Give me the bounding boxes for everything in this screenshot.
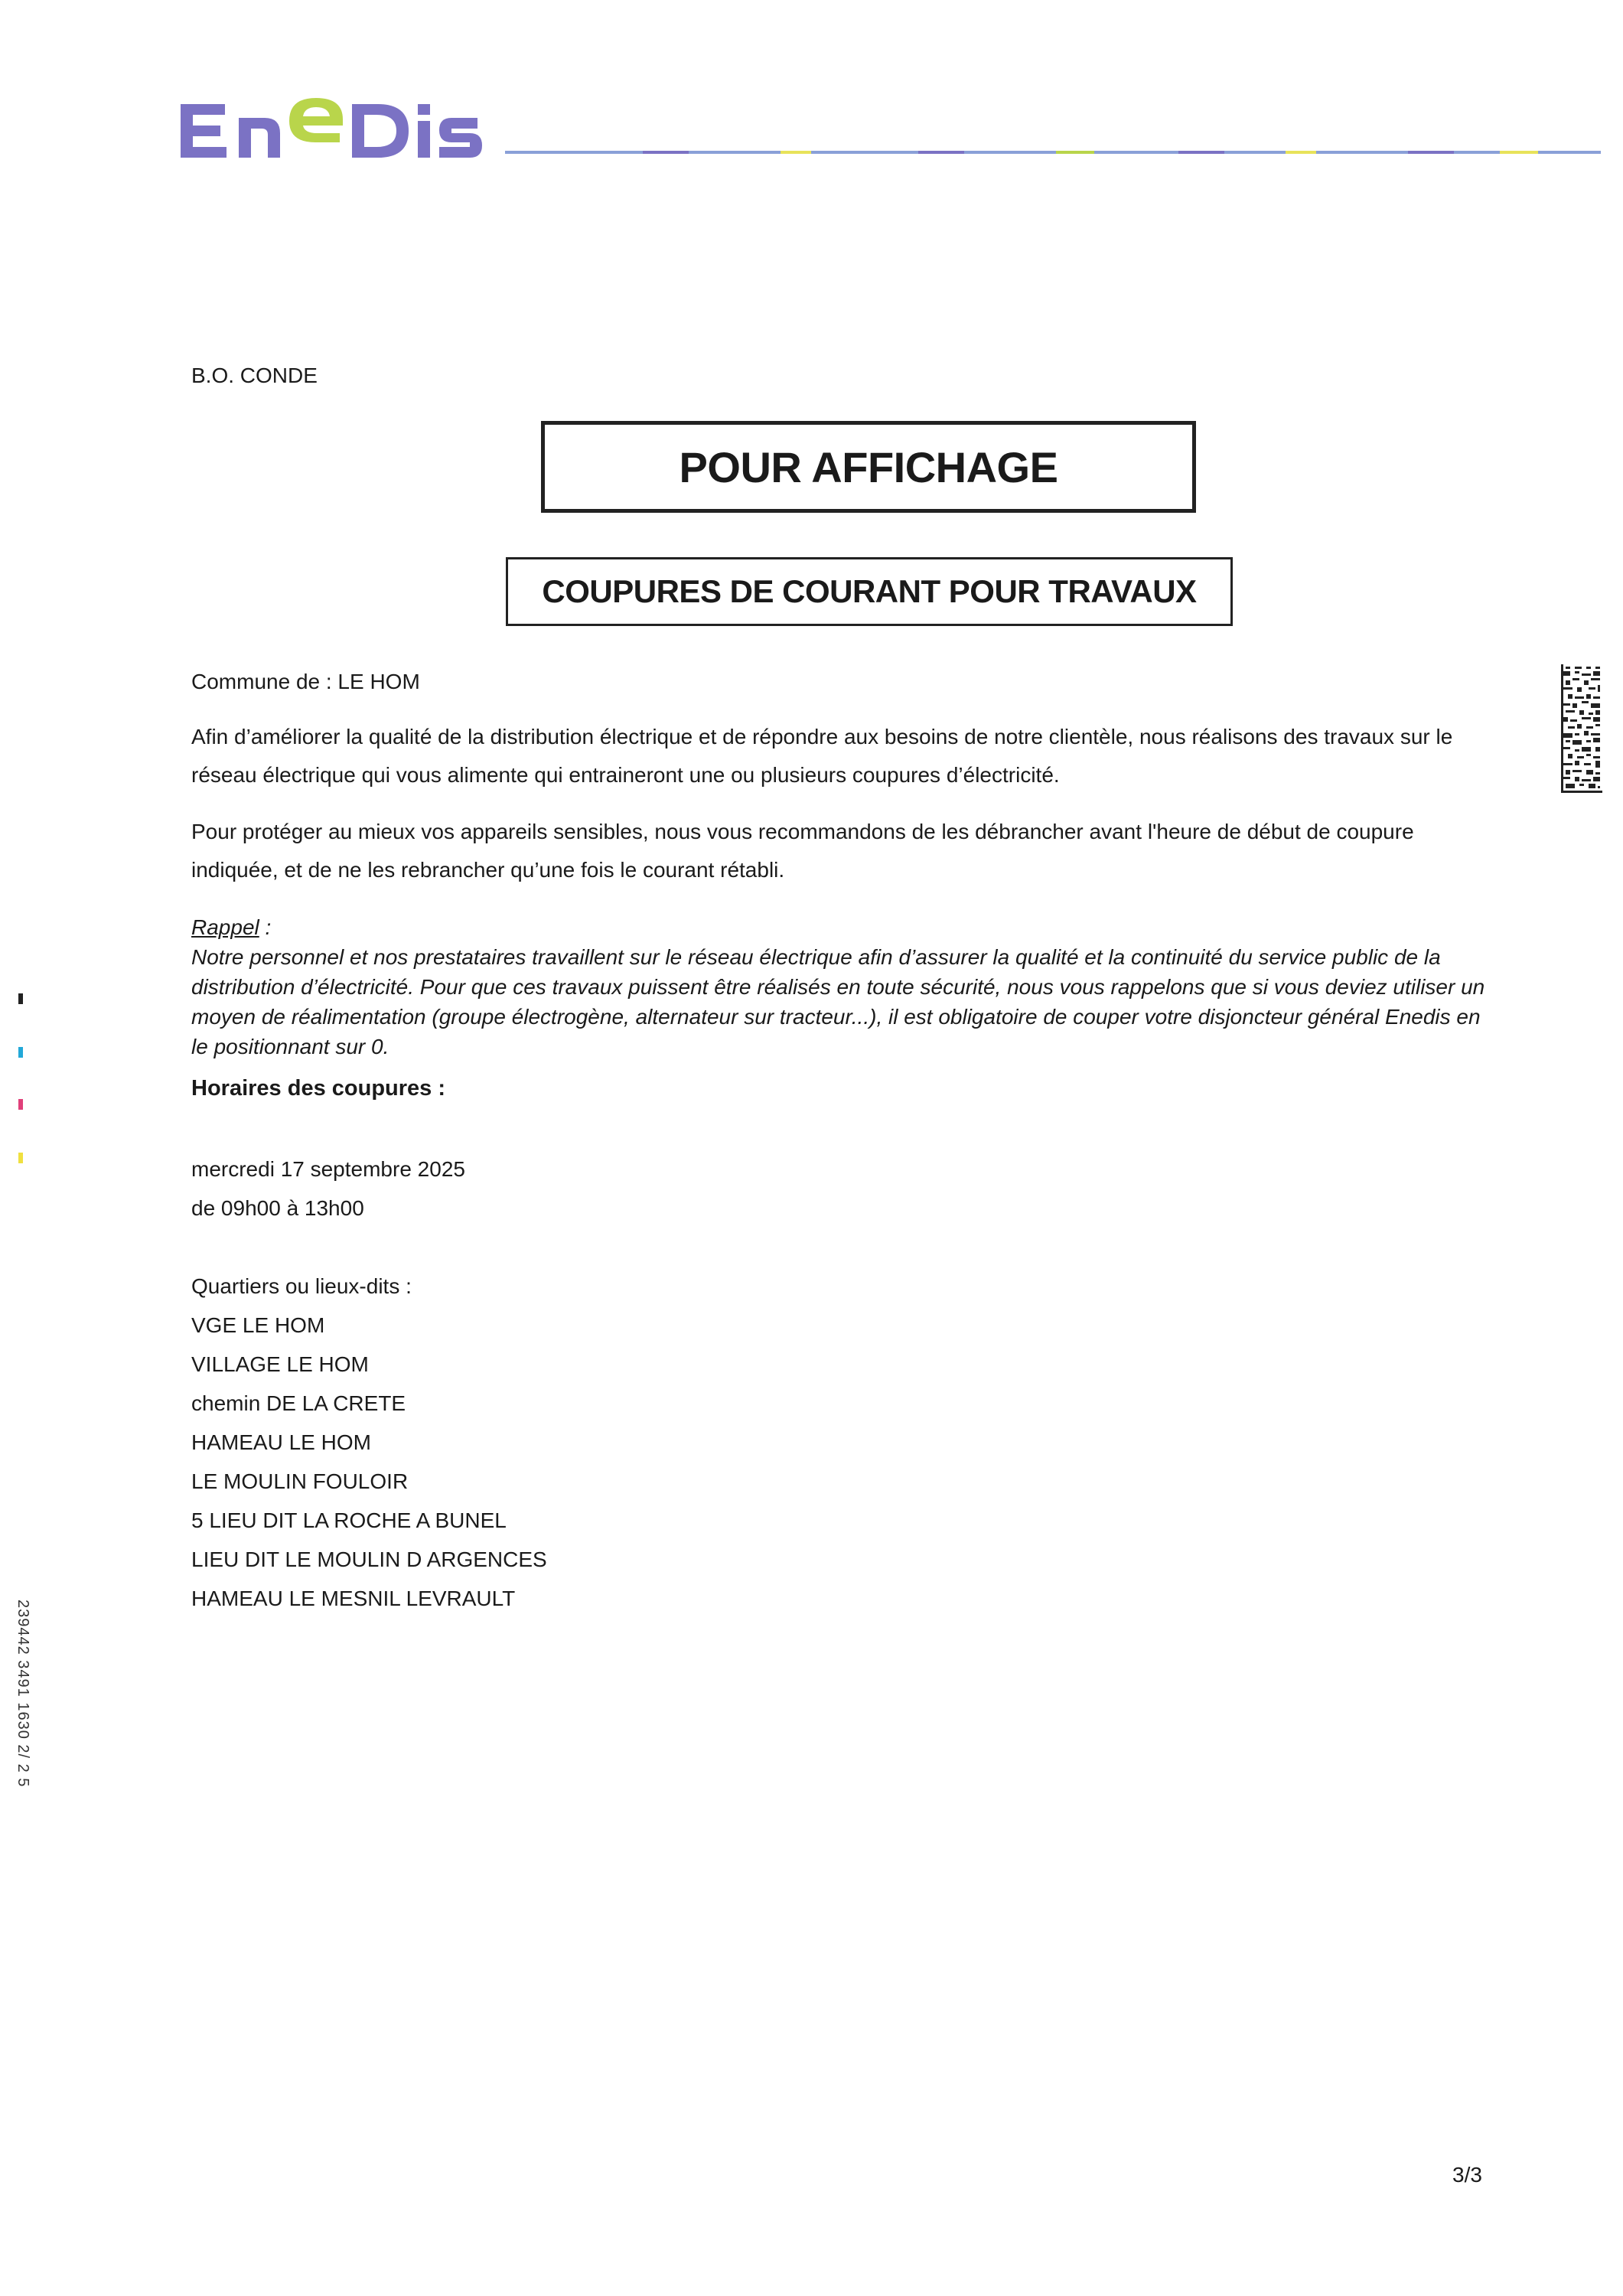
list-item: LIEU DIT LE MOULIN D ARGENCES xyxy=(191,1548,547,1571)
print-mark-black xyxy=(18,993,23,1004)
list-item: HAMEAU LE HOM xyxy=(191,1430,371,1454)
schedule-heading: Horaires des coupures : xyxy=(191,1076,445,1101)
print-mark-magenta xyxy=(18,1099,23,1110)
enedis-logo xyxy=(174,90,488,167)
barcode-icon xyxy=(1561,664,1602,793)
list-item: VGE LE HOM xyxy=(191,1313,325,1337)
sender-office: B.O. CONDE xyxy=(191,364,318,387)
notice-title: POUR AFFICHAGE xyxy=(541,421,1196,513)
print-mark-yellow xyxy=(18,1153,23,1163)
intro-paragraph: Afin d’améliorer la qualité de la distribution électrique et de répondre aux besoins de notre clientèle, nous réalisons des travaux sur le réseau électrique qui vous alimente qui entraineront une ou plusieurs coupures d’électricité. xyxy=(191,725,1453,787)
print-tracking-code: 239442 3491 1630 2/ 2 5 xyxy=(15,1600,31,1788)
rappel-block xyxy=(191,912,1492,1062)
print-mark-cyan xyxy=(18,1047,23,1058)
list-item: VILLAGE LE HOM xyxy=(191,1352,369,1376)
header-divider xyxy=(505,150,1601,155)
list-item: chemin DE LA CRETE xyxy=(191,1391,406,1415)
rappel-text: Notre personnel et nos prestataires travaillent sur le réseau électrique afin d’assurer la qualité et la continuité du service public de la distribution d’électricité. Pour que ces travaux puissent être réalisés en toute sécurité, nous vous rappelons que si vous deviez utiliser un moyen de réalimentation (groupe électrogène, alternateur sur tracteur...), il est obligatoire de couper votre disjoncteur général Enedis en le positionnant sur 0. xyxy=(191,945,1485,1058)
list-item: 5 LIEU DIT LA ROCHE A BUNEL xyxy=(191,1508,507,1532)
list-item: LE MOULIN FOULOIR xyxy=(191,1469,409,1493)
rappel-colon: : xyxy=(259,915,272,939)
rappel-label: Rappel xyxy=(191,915,259,939)
outage-date: mercredi 17 septembre 2025 xyxy=(191,1157,465,1181)
locations-list xyxy=(191,1267,547,1618)
commune-line: Commune de : LE HOM xyxy=(191,670,420,693)
enedis-logo-graphic xyxy=(174,90,488,167)
schedule xyxy=(191,1150,465,1228)
notice-subtitle: COUPURES DE COURANT POUR TRAVAUX xyxy=(506,557,1233,626)
locations-heading: Quartiers ou lieux-dits : xyxy=(191,1274,412,1298)
page-number: 3/3 xyxy=(1452,2163,1482,2187)
rappel-heading xyxy=(191,912,1492,942)
advice-paragraph: Pour protéger au mieux vos appareils sensibles, nous vous recommandons de les débrancher avant l'heure de début de coupure indiquée, et de ne les rebrancher qu’une fois le courant rétabli. xyxy=(191,820,1414,882)
list-item: HAMEAU LE MESNIL LEVRAULT xyxy=(191,1587,516,1610)
outage-time: de 09h00 à 13h00 xyxy=(191,1196,364,1220)
